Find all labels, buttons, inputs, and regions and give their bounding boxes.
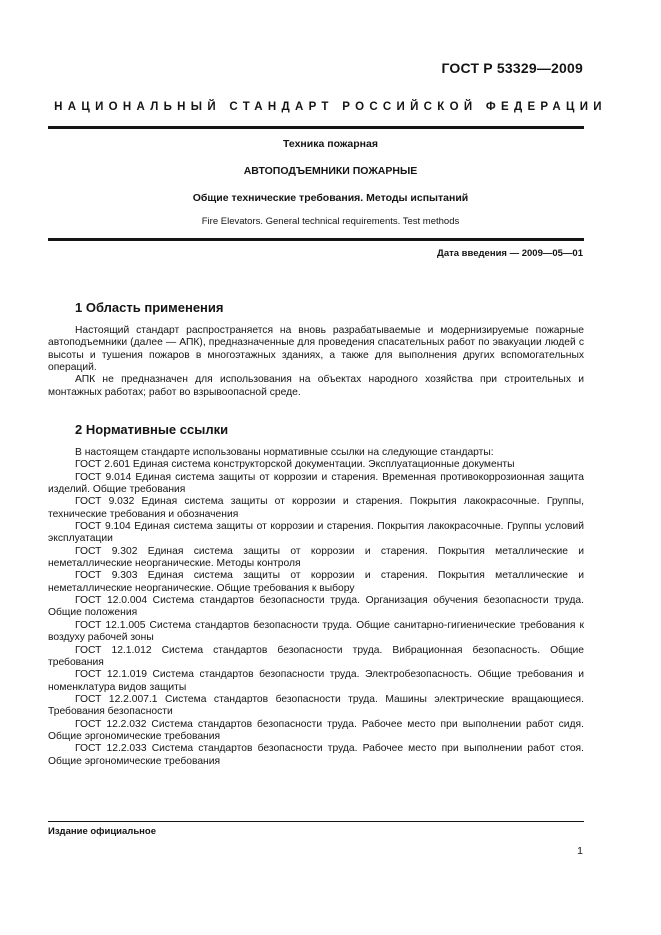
- page-number: 1: [577, 845, 583, 857]
- reference-item: ГОСТ 12.2.033 Система стандартов безопасности труда. Рабочее место при выполнении работ стоя. Общие эргономические требования: [48, 743, 584, 767]
- reference-item: ГОСТ 12.1.012 Система стандартов безопасности труда. Вибрационная безопасность. Общие требования: [48, 644, 584, 668]
- section-2-heading: 2 Нормативные ссылки: [75, 422, 229, 437]
- reference-item: ГОСТ 2.601 Единая система конструкторской документации. Эксплуатационные документы: [75, 459, 515, 471]
- reference-item: ГОСТ 9.032 Единая система защиты от коррозии и старения. Покрытия лакокрасочные. Группы, технические требования и обозначения: [48, 496, 584, 520]
- reference-item: ГОСТ 12.0.004 Система стандартов безопасности труда. Организация обучения безопасности труда. Общие положения: [48, 595, 584, 619]
- footer-rule: [48, 821, 584, 822]
- paragraph: В настоящем стандарте использованы нормативные ссылки на следующие стандарты:: [75, 447, 494, 458]
- paragraph: Настоящий стандарт распространяется на вновь разрабатываемые и модернизируемые пожарные автоподъемники (далее — АПК), предназначенные для проведения спасательных работ по эвакуации людей с высоты и тушения пожаров в многоэтажных зданиях, а также для выполнения других вспомогательных операций.: [48, 325, 584, 374]
- top-rule: [48, 126, 584, 129]
- reference-item: ГОСТ 12.1.005 Система стандартов безопасности труда. Общие санитарно-гигиенические требования к воздуху рабочей зоны: [48, 619, 584, 644]
- english-title: Fire Elevators. General technical requirements. Test methods: [201, 216, 460, 227]
- title-rule: [48, 238, 584, 241]
- introduction-date: Дата введения — 2009—05—01: [437, 248, 583, 259]
- section-1-heading: 1 Область применения: [75, 300, 224, 315]
- main-title: АВТОПОДЪЕМНИКИ ПОЖАРНЫЕ: [243, 165, 418, 177]
- reference-item: ГОСТ 12.2.032 Система стандартов безопасности труда. Рабочее место при выполнении работ сидя. Общие эргономические требования: [48, 718, 584, 742]
- document-number: ГОСТ Р 53329—2009: [441, 60, 583, 76]
- paragraph: АПК не предназначен для использования на объектах народного хозяйства при строительных и монтажных работах; работ во взрывоопасной среде.: [48, 374, 584, 398]
- category-title: Техника пожарная: [283, 138, 378, 150]
- section-1-body: [48, 325, 584, 399]
- subtitle: Общие технические требования. Методы испытаний: [192, 192, 469, 204]
- section-2-body: [48, 447, 584, 768]
- reference-item: ГОСТ 9.303 Единая система защиты от коррозии и старения. Покрытия металлические и неметаллические неорганические. Общие требования к выбору: [48, 570, 584, 594]
- reference-item: ГОСТ 9.104 Единая система защиты от коррозии и старения. Покрытия лакокрасочные. Группы условий эксплуатации: [48, 521, 584, 545]
- reference-item: ГОСТ 9.014 Единая система защиты от коррозии и старения. Временная противокоррозионная защита изделий. Общие требования: [48, 471, 584, 496]
- official-edition-label: Издание официальное: [48, 826, 156, 837]
- national-standard-banner: НАЦИОНАЛЬНЫЙ СТАНДАРТ РОССИЙСКОЙ ФЕДЕРАЦИИ: [54, 101, 607, 113]
- reference-item: ГОСТ 12.2.007.1 Система стандартов безопасности труда. Машины электрические вращающиеся. Требования безопасности: [48, 693, 584, 718]
- reference-item: ГОСТ 9.302 Единая система защиты от коррозии и старения. Покрытия металлические и неметаллические неорганические. Методы контроля: [48, 545, 584, 570]
- reference-item: ГОСТ 12.1.019 Система стандартов безопасности труда. Электробезопасность. Общие требования и номенклатура видов защиты: [48, 669, 584, 693]
